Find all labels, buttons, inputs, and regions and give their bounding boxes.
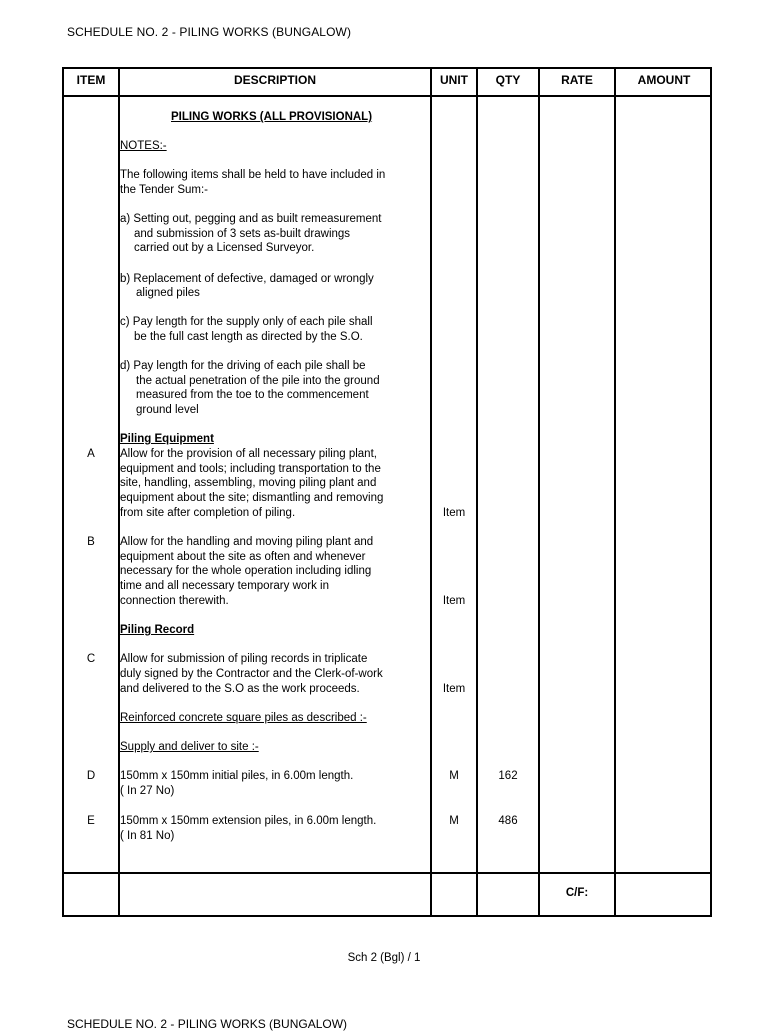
page-footer: Sch 2 (Bgl) / 1: [347, 952, 421, 964]
equipment-heading: Piling Equipment: [120, 433, 214, 445]
item-b-desc-line: necessary for the whole operation including idling: [120, 565, 372, 577]
item-e-desc-line: 150mm x 150mm extension piles, in 6.00m length.: [120, 815, 377, 827]
note-a-line: and submission of 3 sets as-built drawings: [134, 228, 351, 240]
item-b-desc-line: Allow for the handling and moving piling plant and: [120, 536, 374, 548]
item-d-desc-line: ( In 27 No): [120, 785, 175, 797]
item-b-desc-line: time and all necessary temporary work in: [120, 580, 329, 592]
notes-intro-line: The following items shall be held to have included in: [120, 169, 386, 181]
note-a-line: carried out by a Licensed Surveyor.: [134, 242, 315, 254]
item-e-desc-line: ( In 81 No): [120, 830, 175, 842]
item-a-code: A: [87, 448, 95, 460]
item-a-unit: Item: [442, 507, 466, 519]
item-e-unit: M: [449, 815, 459, 827]
item-b-desc-line: connection therewith.: [120, 595, 229, 607]
item-a-desc-line: equipment and tools; including transportation to the: [120, 463, 381, 475]
note-d-line: measured from the toe to the commencement: [136, 389, 369, 401]
supply-heading: Supply and deliver to site :-: [120, 741, 259, 753]
section-title: PILING WORKS (ALL PROVISIONAL): [171, 111, 373, 123]
note-d-line: the actual penetration of the pile into the ground: [136, 375, 380, 387]
item-c-code: C: [86, 653, 96, 665]
item-a-desc-line: Allow for the provision of all necessary piling plant,: [120, 448, 377, 460]
item-d-code: D: [86, 770, 96, 782]
note-b-line: b) Replacement of defective, damaged or wrongly: [120, 273, 374, 285]
note-a-line: a) Setting out, pegging and as built remeasurement: [120, 213, 382, 225]
item-c-unit: Item: [442, 683, 466, 695]
column-divider: [430, 67, 432, 917]
item-c-desc-line: Allow for submission of piling records in triplicate: [120, 653, 368, 665]
note-c-line: be the full cast length as directed by the S.O.: [134, 331, 363, 343]
header-description: DESCRIPTION: [233, 73, 316, 87]
column-divider: [538, 67, 540, 917]
item-a-desc-line: site, handling, assembling, moving piling plant and: [120, 477, 377, 489]
item-c-desc-line: and delivered to the S.O as the work proceeds.: [120, 683, 360, 695]
item-a-desc-line: from site after completion of piling.: [120, 507, 296, 519]
item-c-desc-line: duly signed by the Contractor and the Clerk-of-work: [120, 668, 383, 680]
item-d-qty: 162: [498, 770, 518, 782]
item-d-desc-line: 150mm x 150mm initial piles, in 6.00m length.: [120, 770, 354, 782]
header-item: ITEM: [76, 73, 106, 87]
item-e-qty: 486: [498, 815, 518, 827]
item-b-desc-line: equipment about the site as often and whenever: [120, 551, 366, 563]
column-divider: [614, 67, 616, 917]
carried-forward-label: C/F:: [565, 887, 589, 899]
item-d-unit: M: [449, 770, 459, 782]
header-rate: RATE: [561, 73, 593, 87]
header-unit: UNIT: [440, 73, 468, 87]
next-page-header: SCHEDULE NO. 2 - PILING WORKS (BUNGALOW): [67, 1017, 348, 1031]
column-divider: [476, 67, 478, 917]
record-heading: Piling Record: [120, 624, 195, 636]
header-qty: QTY: [495, 73, 521, 87]
note-b-line: aligned piles: [136, 287, 200, 299]
notes-intro-line: the Tender Sum:-: [120, 184, 209, 196]
note-d-line: ground level: [136, 404, 199, 416]
item-a-desc-line: equipment about the site; dismantling and removing: [120, 492, 384, 504]
notes-heading: NOTES:-: [120, 140, 167, 152]
note-c-line: c) Pay length for the supply only of each pile shall: [120, 316, 373, 328]
item-b-code: B: [87, 536, 95, 548]
page-title: SCHEDULE NO. 2 - PILING WORKS (BUNGALOW): [67, 25, 352, 39]
item-b-unit: Item: [442, 595, 466, 607]
item-e-code: E: [87, 815, 95, 827]
note-d-line: d) Pay length for the driving of each pile shall be: [120, 360, 366, 372]
rc-heading: Reinforced concrete square piles as described :-: [120, 712, 367, 724]
header-amount: AMOUNT: [637, 73, 691, 87]
